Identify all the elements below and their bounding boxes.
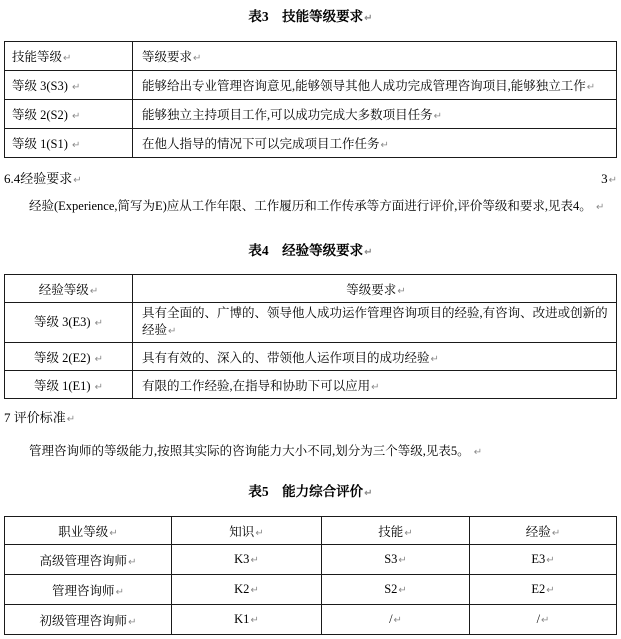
level-cell: 等级 3(S3) ↵ (5, 71, 133, 100)
section-heading-6-4: 3↵ 6.4经验要求↵ (4, 170, 617, 190)
table-row (5, 371, 617, 399)
paragraph-mark: ↵ (115, 586, 124, 598)
table-row (5, 545, 617, 575)
requirement-cell: 能够独立主持项目工作,可以成功完成大多数项目任务↵ (133, 100, 617, 129)
table4-title-text: 表4 经验等级要求 (248, 243, 364, 258)
experience-cell: E2↵ (470, 575, 617, 605)
table4-title (4, 242, 617, 262)
paragraph-mark: ↵ (398, 555, 407, 566)
paragraph-mark: ↵ (94, 353, 104, 365)
paragraph-mark: ↵ (546, 555, 555, 566)
header-cell: 知识↵ (172, 517, 322, 545)
table-row (5, 605, 617, 635)
page-number: 3↵ (601, 171, 617, 186)
header-cell: 技能↵ (322, 517, 470, 545)
requirement-cell: 有限的工作经验,在指导和协助下可以应用↵ (133, 371, 617, 399)
paragraph-mark: ↵ (551, 527, 561, 539)
header-cell: 经验等级↵ (5, 275, 133, 303)
paragraph-mark: ↵ (364, 488, 373, 499)
paragraph-mark: ↵ (380, 140, 389, 151)
paragraph-mark: ↵ (364, 247, 373, 258)
paragraph-mark: ↵ (72, 111, 81, 122)
table-header-row (5, 517, 617, 545)
paragraph-mark: ↵ (398, 585, 407, 596)
skill-cell: /↵ (322, 605, 470, 635)
requirement-cell: 能够给出专业管理咨询意见,能够领导其他人成功完成管理咨询项目,能够独立工作↵ (133, 71, 617, 100)
paragraph-mark: ↵ (250, 555, 259, 566)
knowledge-cell: K1↵ (172, 605, 322, 635)
requirement-cell: 在他人指导的情况下可以完成项目工作任务↵ (133, 129, 617, 158)
header-cell: 等级要求↵ (133, 275, 617, 303)
paragraph-mark: ↵ (430, 353, 439, 365)
paragraph-mark: ↵ (128, 556, 137, 568)
experience-level-table (4, 274, 617, 399)
knowledge-cell: K2↵ (172, 575, 322, 605)
level-cell: 等级 1(E1) ↵ (5, 371, 133, 399)
paragraph-mark: ↵ (371, 381, 380, 393)
paragraph-mark: ↵ (404, 527, 413, 539)
paragraph-mark: ↵ (608, 175, 617, 186)
table-row (5, 575, 617, 605)
paragraph-mark: ↵ (250, 615, 259, 626)
occupation-cell: 高级管理咨询师↵ (5, 545, 172, 575)
knowledge-cell: K3↵ (172, 545, 322, 575)
paragraph-mark: ↵ (66, 414, 76, 425)
body-paragraph: 管理咨询师的等级能力,按照其实际的咨询能力大小不同,划分为三个等级,见表5。 ↵ (29, 444, 483, 458)
paragraph-mark: ↵ (586, 82, 596, 93)
table-row (5, 343, 617, 371)
occupation-cell: 管理咨询师↵ (5, 575, 172, 605)
paragraph-mark: ↵ (94, 317, 104, 329)
paragraph-mark: ↵ (94, 381, 104, 393)
table3-title-text: 表3 技能等级要求 (248, 9, 364, 24)
paragraph-mark: ↵ (72, 140, 81, 151)
table3-title (4, 0, 617, 28)
paragraph-mark: ↵ (364, 13, 373, 24)
table-row (5, 303, 617, 343)
paragraph-mark: ↵ (541, 615, 550, 626)
level-cell: 等级 2(E2) ↵ (5, 343, 133, 371)
paragraph-mark: ↵ (109, 527, 118, 539)
capability-evaluation-table (4, 516, 617, 635)
paragraph-mark: ↵ (393, 615, 402, 626)
level-cell: 等级 2(S2) ↵ (5, 100, 133, 129)
paragraph-mark: ↵ (128, 616, 137, 628)
skill-cell: S3↵ (322, 545, 470, 575)
level-cell: 等级 3(E3) ↵ (5, 303, 133, 343)
table-row (5, 129, 617, 158)
section-heading-7: 7 评价标准↵ (4, 410, 76, 425)
paragraph-mark: ↵ (193, 53, 202, 64)
paragraph-mark: ↵ (72, 82, 81, 93)
paragraph-mark: ↵ (595, 202, 605, 213)
header-cell: 职业等级↵ (5, 517, 172, 545)
table5-title-text: 表5 能力综合评价 (248, 484, 364, 499)
occupation-cell: 初级管理咨询师↵ (5, 605, 172, 635)
header-cell: 经验↵ (470, 517, 617, 545)
table-row (5, 100, 617, 129)
paragraph-mark: ↵ (168, 326, 177, 337)
skill-cell: S2↵ (322, 575, 470, 605)
paragraph-mark: ↵ (89, 285, 99, 297)
requirement-cell: 具有有效的、深入的、带领他人运作项目的成功经验↵ (133, 343, 617, 371)
paragraph-mark: ↵ (397, 285, 406, 297)
body-paragraph: 经验(Experience,简写为E)应从工作年限、工作履历和工作传承等方面进行评价,评价等级和要求,见表4。 ↵ (29, 199, 605, 213)
level-cell: 等级 1(S1) ↵ (5, 129, 133, 158)
header-cell: 等级要求↵ (133, 42, 617, 71)
paragraph-mark: ↵ (433, 111, 443, 122)
table5-title (4, 483, 617, 503)
paragraph-mark: ↵ (255, 527, 264, 539)
table-header-row (5, 42, 617, 71)
paragraph-mark: ↵ (63, 53, 72, 64)
skill-level-table (4, 41, 617, 158)
paragraph-mark: ↵ (73, 175, 82, 186)
experience-cell: /↵ (470, 605, 617, 635)
paragraph-mark: ↵ (473, 447, 483, 458)
header-cell: 技能等级↵ (5, 42, 133, 71)
table-header-row (5, 275, 617, 303)
paragraph-mark: ↵ (250, 585, 259, 596)
requirement-cell: 具有全面的、广博的、领导他人成功运作管理咨询项目的经验,有咨询、改进或创新的经验↵ (133, 303, 617, 343)
table-row (5, 71, 617, 100)
experience-cell: E3↵ (470, 545, 617, 575)
paragraph-mark: ↵ (546, 585, 555, 596)
